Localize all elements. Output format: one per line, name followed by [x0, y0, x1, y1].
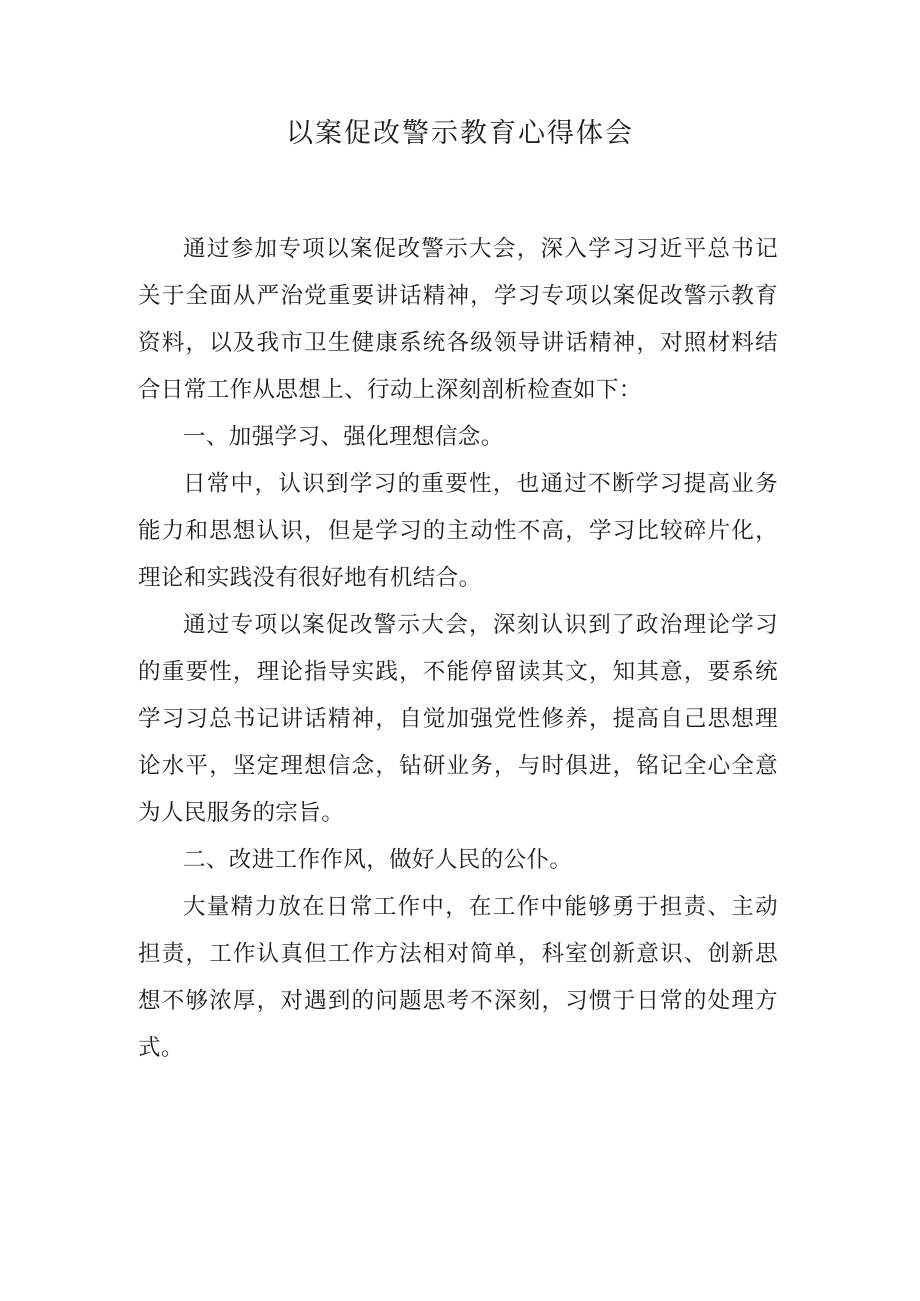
section-heading-2: 二、改进工作作风，做好人民的公仆。 — [183, 847, 573, 873]
paragraph-intro: 通过参加专项以案促改警示大会，深入学习习近平总书记关于全面从严治党重要讲话精神，学习专项以案促改警示教育资料，以及我市卫生健康系统各级领导讲话精神，对照材料结合日常工作从思想上、行动上深刻剖析检查如下： — [138, 236, 778, 403]
section-heading-1: 一、加强学习、强化理想信念。 — [183, 424, 504, 450]
paragraph-work-style: 大量精力放在日常工作中，在工作中能够勇于担责、主动担责，工作认真但工作方法相对简单，科室创新意识、创新思想不够浓厚，对遇到的问题思考不深刻，习惯于日常的处理方式。 — [138, 894, 778, 1061]
paragraph-study-status: 日常中，认识到学习的重要性，也通过不断学习提高业务能力和思想认识，但是学习的主动性不高，学习比较碎片化，理论和实践没有很好地有机结合。 — [138, 471, 778, 591]
document-title: 以案促改警示教育心得体会 — [286, 118, 634, 149]
paragraph-study-reflection: 通过专项以案促改警示大会，深刻认识到了政治理论学习的重要性，理论指导实践，不能停留读其文，知其意，要系统学习习总书记讲话精神，自觉加强党性修养，提高自己思想理论水平，坚定理想信念，钻研业务，与时俱进，铭记全心全意为人民服务的宗旨。 — [138, 612, 778, 826]
document-body — [138, 226, 778, 1072]
